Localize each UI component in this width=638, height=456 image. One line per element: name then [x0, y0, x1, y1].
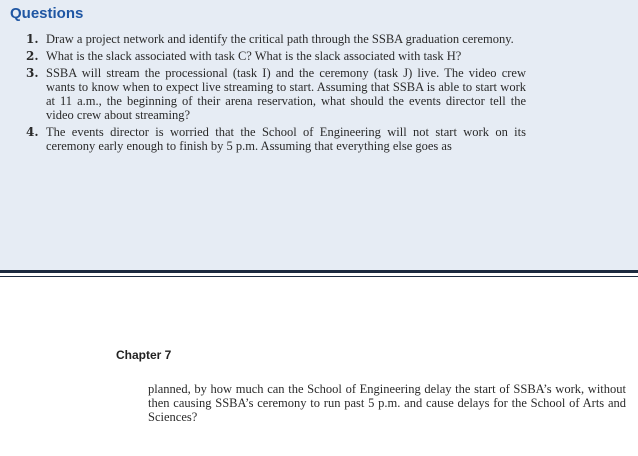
- page-break-thin-rule: [0, 276, 638, 277]
- question-item: [26, 32, 526, 46]
- questions-heading: Questions: [10, 5, 84, 22]
- question-text: What is the slack associated with task C? What is the slack associated with task H?: [46, 49, 462, 63]
- page-break-thick-rule: [0, 270, 638, 273]
- question-number: 3.: [26, 66, 39, 80]
- question-continuation: planned, by how much can the School of Engineering delay the start of SSBA’s work, without then causing SSBA’s ceremony to run past 5 p.m. and cause delays for the School of Arts and Sciences?: [148, 382, 626, 424]
- question-text: SSBA will stream the processional (task I) and the ceremony (task J) live. The video crew wants to know when to expect live streaming to start. Assuming that SSBA is able to start work at 11 a.m., the beginning of their arena reservation, what should the events director tell the video crew about streaming?: [46, 66, 526, 122]
- question-text: Draw a project network and identify the critical path through the SSBA graduation ceremony.: [46, 32, 514, 46]
- question-list: [26, 32, 526, 156]
- question-number: 2.: [26, 49, 39, 63]
- question-number: 1.: [26, 32, 39, 46]
- question-item: [26, 49, 526, 63]
- question-item: [26, 125, 526, 153]
- question-number: 4.: [26, 125, 39, 139]
- chapter-label: Chapter 7: [116, 348, 172, 362]
- question-item: [26, 66, 526, 122]
- question-text: The events director is worried that the School of Engineering will not start work on its ceremony early enough to finish by 5 p.m. Assuming that everything else goes as: [46, 125, 526, 153]
